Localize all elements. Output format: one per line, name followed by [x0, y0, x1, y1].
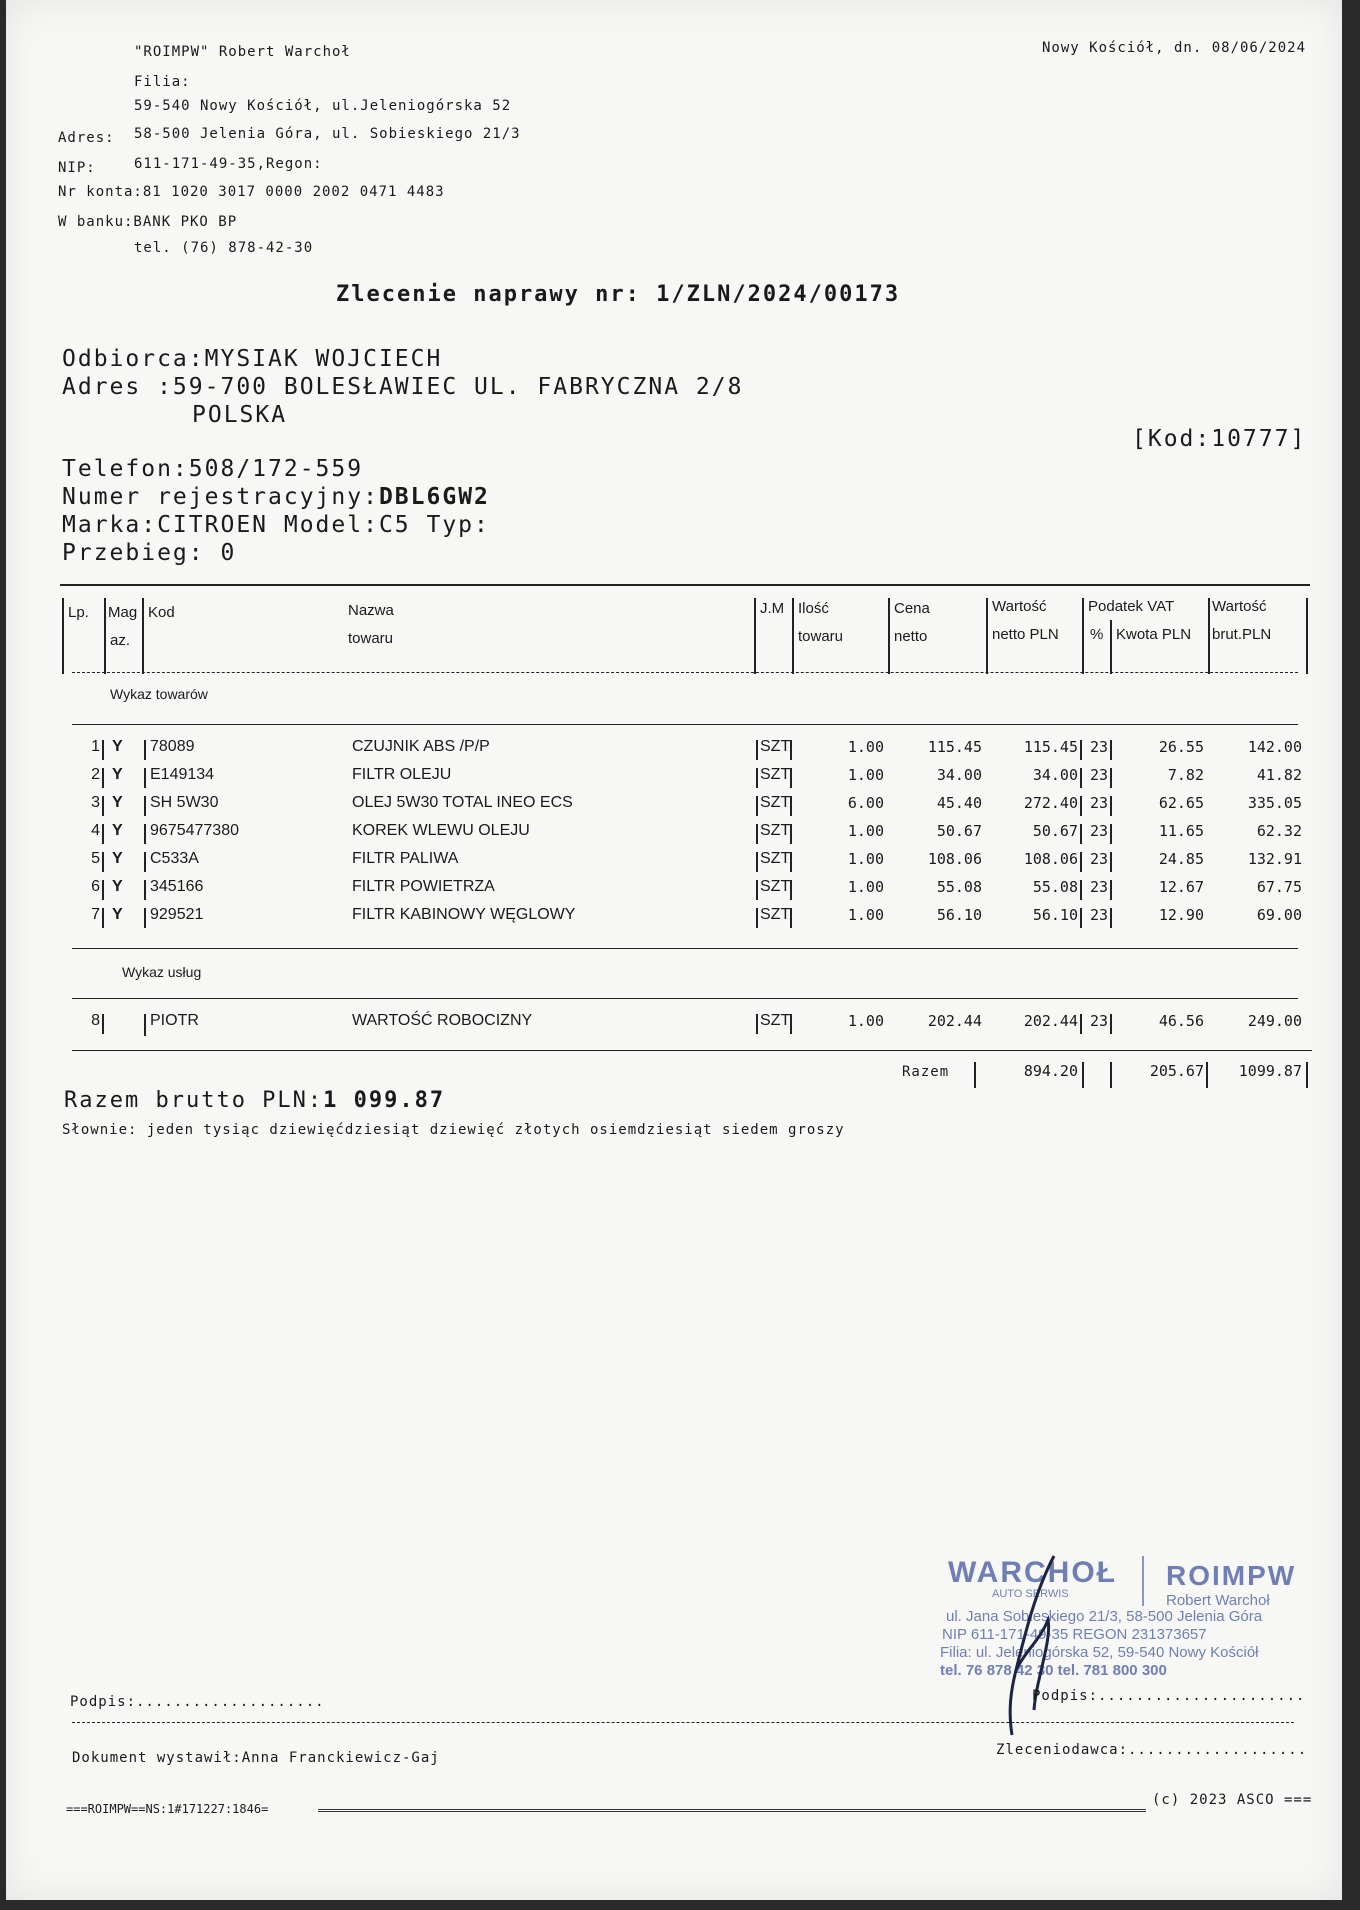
row-nazwa: FILTR PALIWA	[352, 850, 459, 867]
row-kwota: 12.90	[1158, 906, 1204, 924]
row-netto: 55.08	[1032, 878, 1078, 896]
row-ilosc: 1.00	[847, 738, 884, 756]
company-nip: 611-171-49-35,Regon:	[134, 156, 323, 172]
row-jm: SZT	[760, 906, 791, 923]
row-nazwa: FILTR KABINOWY WĘGLOWY	[352, 906, 576, 923]
goods-section-title: Wykaz towarów	[110, 686, 208, 702]
cell-separator	[102, 852, 104, 872]
row-lp: 6	[91, 878, 100, 895]
header-nazwa-2: towaru	[348, 630, 394, 647]
place-date: Nowy Kościół, dn. 08/06/2024	[1042, 40, 1307, 56]
row-netto: 34.00	[1032, 766, 1078, 784]
cell-separator	[756, 824, 758, 844]
row-ilosc: 1.00	[847, 906, 884, 924]
row-lp: 7	[91, 906, 100, 923]
cell-separator	[756, 852, 758, 872]
row-mag: Y	[112, 766, 123, 783]
stamp-right-line1: ROIMPW	[1166, 1560, 1297, 1591]
row-kod: SH 5W30	[150, 794, 219, 811]
stamp-line6: tel. 76 878 42 30 tel. 781 800 300	[940, 1662, 1167, 1679]
branch-address: 59-540 Nowy Kościół, ul.Jeleniogórska 52	[134, 98, 512, 114]
amount-in-words: Słownie: jeden tysiąc dziewięćdziesiąt dziewięć złotych osiemdziesiąt siedem groszy	[62, 1122, 845, 1138]
cell-separator	[102, 908, 104, 928]
row-cena: 50.67	[936, 822, 982, 840]
registration-value: DBL6GW2	[378, 484, 490, 510]
bank-name: W banku:BANK PKO BP	[58, 214, 238, 230]
row-kwota: 46.56	[1158, 1012, 1204, 1030]
customer-phone: Telefon:508/172-559	[62, 456, 364, 482]
totals-label: Razem	[902, 1064, 950, 1080]
row-netto: 115.45	[1023, 738, 1078, 756]
row-mag: Y	[112, 794, 123, 811]
row-mag: Y	[112, 850, 123, 867]
stamp-right-line2: Robert Warchoł	[1166, 1592, 1270, 1609]
services-section-title: Wykaz usług	[122, 964, 202, 980]
system-footer-left: ===ROIMPW==NS:1#171227:1846=	[66, 1802, 269, 1816]
make-model: Marka:CITROEN Model:C5 Typ:	[62, 512, 490, 538]
cell-separator	[756, 796, 758, 816]
row-kwota: 11.65	[1158, 822, 1204, 840]
row-nazwa: CZUJNIK ABS /P/P	[352, 738, 490, 755]
cell-separator	[102, 1014, 104, 1034]
header-vat: Podatek VAT	[1088, 598, 1175, 615]
row-kwota: 26.55	[1158, 738, 1204, 756]
recipient-country: POLSKA	[192, 402, 288, 428]
cell-separator	[144, 908, 146, 928]
row-vat: 23	[1089, 878, 1108, 896]
row-vat: 23	[1089, 794, 1108, 812]
row-jm: SZT	[760, 850, 791, 867]
row-ilosc: 1.00	[847, 822, 884, 840]
handwritten-signature	[996, 1550, 1076, 1740]
row-kod: C533A	[150, 850, 199, 867]
registration-label: Numer rejestracyjny:	[62, 484, 379, 510]
customer-code: [Kod:10777]	[1132, 426, 1307, 452]
header-ilosc-2: towaru	[798, 628, 844, 645]
cell-separator	[144, 852, 146, 872]
row-kwota: 7.82	[1167, 766, 1204, 784]
row-cena: 55.08	[936, 878, 982, 896]
row-kod: PIOTR	[150, 1012, 199, 1029]
header-brutto: Wartość	[1212, 598, 1267, 615]
stamp-left-line1: WARCHOŁ	[948, 1556, 1117, 1589]
stamp-line5: Filia: ul. Jeleniogórska 52, 59-540 Nowy Kościół	[940, 1644, 1259, 1661]
signature-left: Podpis:....................	[70, 1694, 325, 1710]
row-netto: 108.06	[1023, 850, 1078, 868]
row-brutto: 62.32	[1256, 822, 1302, 840]
row-kwota: 12.67	[1158, 878, 1204, 896]
row-jm: SZT	[760, 738, 791, 755]
totals-netto: 894.20	[1023, 1062, 1078, 1080]
row-jm: SZT	[760, 878, 791, 895]
header-kod: Kod	[148, 604, 175, 621]
row-kwota: 62.65	[1158, 794, 1204, 812]
row-lp: 3	[91, 794, 100, 811]
row-brutto: 41.82	[1256, 766, 1302, 784]
row-ilosc: 1.00	[847, 850, 884, 868]
header-jm: J.M	[760, 600, 785, 617]
row-lp: 2	[91, 766, 100, 783]
row-lp: 1	[91, 738, 100, 755]
row-mag: Y	[112, 878, 123, 895]
cell-separator	[102, 768, 104, 788]
row-mag: Y	[112, 738, 123, 755]
cell-separator	[756, 1014, 758, 1034]
row-jm: SZT	[760, 794, 791, 811]
header-cena: Cena	[894, 600, 930, 617]
address-label: Adres:	[58, 130, 115, 146]
row-brutto: 132.91	[1247, 850, 1302, 868]
branch-label: Filia:	[134, 74, 191, 90]
cell-separator	[144, 768, 146, 788]
row-ilosc: 6.00	[847, 794, 884, 812]
row-brutto: 249.00	[1247, 1012, 1302, 1030]
header-ilosc: Ilość	[798, 600, 829, 617]
company-phone: tel. (76) 878-42-30	[134, 240, 314, 256]
cell-separator	[756, 740, 758, 760]
document-title: Zlecenie naprawy nr: 1/ZLN/2024/00173	[336, 282, 901, 307]
recipient: Odbiorca:MYSIAK WOJCIECH	[62, 346, 443, 372]
cell-separator	[756, 908, 758, 928]
company-name: "ROIMPW" Robert Warchoł	[134, 44, 351, 60]
row-jm: SZT	[760, 766, 791, 783]
row-cena: 45.40	[936, 794, 982, 812]
row-lp: 4	[91, 822, 100, 839]
row-netto: 202.44	[1023, 1012, 1078, 1030]
totals-vat: 205.67	[1149, 1062, 1204, 1080]
cell-separator	[144, 740, 146, 760]
row-jm: SZT	[760, 1012, 791, 1029]
row-vat: 23	[1089, 850, 1108, 868]
row-mag: Y	[112, 822, 123, 839]
header-nazwa: Nazwa	[348, 602, 394, 619]
row-vat: 23	[1089, 766, 1108, 784]
gross-total-value: 1 099.87	[323, 1088, 446, 1113]
row-brutto: 67.75	[1256, 878, 1302, 896]
row-kod: 345166	[150, 878, 204, 895]
header-mag: Mag	[108, 604, 138, 621]
header-cena-2: netto	[894, 628, 928, 645]
cell-separator	[102, 880, 104, 900]
gross-total-label: Razem brutto PLN:	[64, 1088, 324, 1113]
row-mag: Y	[112, 906, 123, 923]
ordering-party: Zleceniodawca:...................	[996, 1742, 1308, 1758]
row-brutto: 69.00	[1256, 906, 1302, 924]
header-wartosc: Wartość	[992, 598, 1047, 615]
header-wartosc-2: netto PLN	[992, 626, 1059, 643]
row-cena: 202.44	[927, 1012, 982, 1030]
row-nazwa: KOREK WLEWU OLEJU	[352, 822, 530, 839]
document-page	[6, 0, 1342, 1900]
row-ilosc: 1.00	[847, 878, 884, 896]
stamp-left-line2: AUTO SERWIS	[992, 1588, 1069, 1600]
header-lp: Lp.	[68, 604, 89, 621]
cell-separator	[756, 880, 758, 900]
nip-label: NIP:	[58, 160, 96, 176]
row-brutto: 335.05	[1247, 794, 1302, 812]
row-vat: 23	[1089, 906, 1108, 924]
row-nazwa: OLEJ 5W30 TOTAL INEO ECS	[352, 794, 573, 811]
header-vat-pct: %	[1090, 626, 1104, 643]
row-netto: 272.40	[1023, 794, 1078, 812]
gross-total	[64, 1088, 445, 1113]
row-lp: 8	[91, 1012, 100, 1029]
row-netto: 56.10	[1032, 906, 1078, 924]
row-brutto: 142.00	[1247, 738, 1302, 756]
cell-separator	[102, 740, 104, 760]
row-kod: 929521	[150, 906, 204, 923]
mileage: Przebieg: 0	[62, 540, 237, 566]
cell-separator	[102, 824, 104, 844]
row-cena: 34.00	[936, 766, 982, 784]
bank-account: Nr konta:81 1020 3017 0000 2002 0471 4483	[58, 184, 445, 200]
row-netto: 50.67	[1032, 822, 1078, 840]
cell-separator	[144, 796, 146, 816]
registration-number	[62, 484, 490, 510]
row-vat: 23	[1089, 1012, 1108, 1030]
row-vat: 23	[1089, 738, 1108, 756]
cell-separator	[102, 796, 104, 816]
cell-separator	[144, 824, 146, 844]
stamp-line4: NIP 611-171-49-35 REGON 231373657	[942, 1626, 1207, 1643]
issued-by: Dokument wystawił:Anna Franckiewicz-Gaj	[72, 1750, 440, 1766]
row-nazwa: WARTOŚĆ ROBOCIZNY	[352, 1012, 533, 1029]
row-nazwa: FILTR POWIETRZA	[352, 878, 495, 895]
row-jm: SZT	[760, 822, 791, 839]
row-vat: 23	[1089, 822, 1108, 840]
row-cena: 56.10	[936, 906, 982, 924]
row-kod: E149134	[150, 766, 215, 783]
cell-separator	[144, 1014, 146, 1036]
system-footer-right: (c) 2023 ASCO ===	[1152, 1792, 1313, 1808]
row-lp: 5	[91, 850, 100, 867]
row-kod: 9675477380	[150, 822, 239, 839]
row-kwota: 24.85	[1158, 850, 1204, 868]
row-nazwa: FILTR OLEJU	[352, 766, 452, 783]
recipient-address: Adres :59-700 BOLESŁAWIEC UL. FABRYCZNA 2/8	[62, 374, 744, 400]
row-cena: 108.06	[927, 850, 982, 868]
row-ilosc: 1.00	[847, 1012, 884, 1030]
cell-separator	[144, 880, 146, 900]
stamp-line3: ul. Jana Sobieskiego 21/3, 58-500 Jelenia Góra	[946, 1608, 1263, 1625]
row-kod: 78089	[150, 738, 195, 755]
company-address: 58-500 Jelenia Góra, ul. Sobieskiego 21/3	[134, 126, 521, 142]
cell-separator	[756, 768, 758, 788]
header-brutto-2: brut.PLN	[1212, 626, 1272, 643]
row-cena: 115.45	[927, 738, 982, 756]
signature-right: Podpis:......................	[1032, 1688, 1306, 1704]
totals-brutto: 1099.87	[1238, 1062, 1302, 1080]
header-vat-amount: Kwota PLN	[1116, 626, 1192, 643]
header-mag-2: az.	[110, 632, 131, 649]
row-ilosc: 1.00	[847, 766, 884, 784]
